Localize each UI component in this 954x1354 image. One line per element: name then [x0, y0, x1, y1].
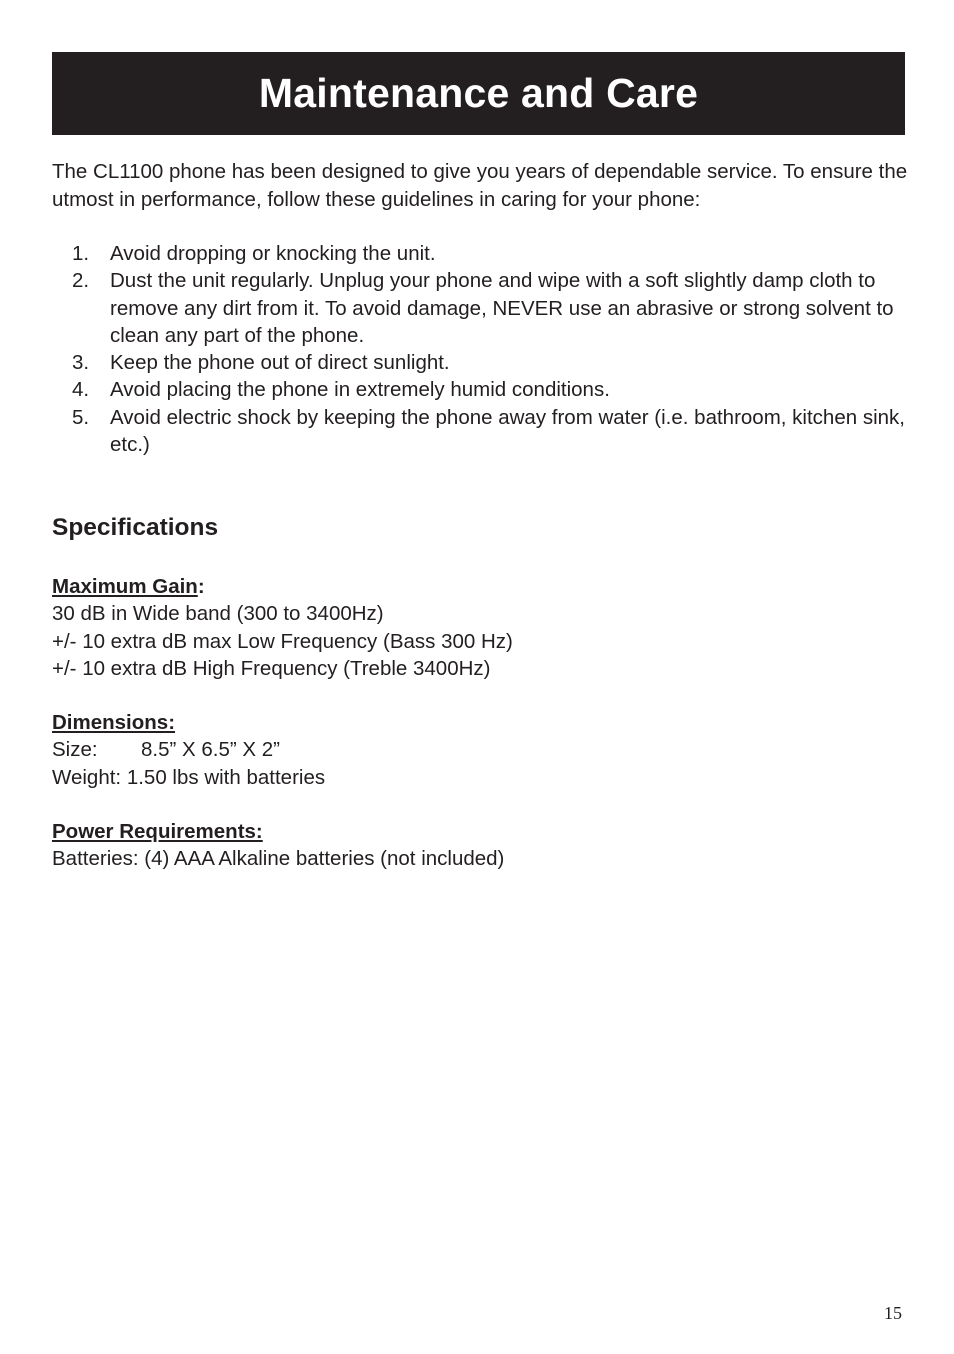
dimensions-label: Dimensions: [52, 711, 176, 734]
batteries-line: Batteries: (4) AAA Alkaline batteries (not included) [52, 847, 505, 871]
specifications-heading: Specifications [52, 514, 219, 541]
gain-line-wide-band: 30 dB in Wide band (300 to 3400Hz) [52, 602, 384, 626]
gain-line-low-frequency: +/- 10 extra dB max Low Frequency (Bass 300 Hz) [52, 629, 513, 653]
maximum-gain-colon: : [197, 575, 205, 598]
title-banner [52, 52, 905, 135]
size-value: 8.5” X 6.5” X 2” [141, 738, 281, 762]
list-item-number: 5. [72, 405, 90, 429]
power-requirements-label: Power Requirements: [52, 820, 263, 843]
list-item [52, 240, 912, 267]
list-item-number: 4. [72, 378, 90, 402]
care-guidelines-list [52, 240, 912, 458]
list-item [52, 404, 912, 459]
list-item-text: Avoid electric shock by keeping the phone away from water (i.e. bathroom, kitchen sink, etc.) [110, 405, 905, 457]
list-item-text: Dust the unit regularly. Unplug your phone and wipe with a soft slightly damp cloth to remove any dirt from it. To avoid damage, NEVER use an abrasive or strong solvent to clean any part of the phone. [110, 269, 894, 347]
dimensions-section [52, 709, 912, 791]
power-requirements-section [52, 818, 912, 873]
maximum-gain-section [52, 573, 912, 682]
gain-line-high-frequency: +/- 10 extra dB High Frequency (Treble 3400Hz) [52, 656, 491, 680]
list-item-number: 2. [72, 269, 90, 293]
intro-paragraph: The CL1100 phone has been designed to give you years of dependable service. To ensure the utmost in performance, follow these guidelines in caring for your phone: [52, 160, 908, 211]
page-title: Maintenance and Care [258, 70, 699, 116]
maximum-gain-heading [52, 573, 912, 600]
list-item [52, 376, 912, 403]
list-item [52, 267, 912, 349]
list-item-text: Keep the phone out of direct sunlight. [110, 351, 450, 375]
list-item-text: Avoid placing the phone in extremely humid conditions. [110, 378, 610, 402]
list-item-number: 1. [72, 242, 90, 265]
list-item-number: 3. [72, 351, 90, 375]
page-number: 15 [884, 1303, 902, 1323]
list-item-text: Avoid dropping or knocking the unit. [110, 242, 436, 265]
list-item [52, 349, 912, 376]
size-label: Size: [52, 738, 98, 762]
size-line [52, 736, 912, 763]
weight-line: Weight: 1.50 lbs with batteries [52, 765, 326, 789]
maximum-gain-label: Maximum Gain [52, 575, 198, 598]
